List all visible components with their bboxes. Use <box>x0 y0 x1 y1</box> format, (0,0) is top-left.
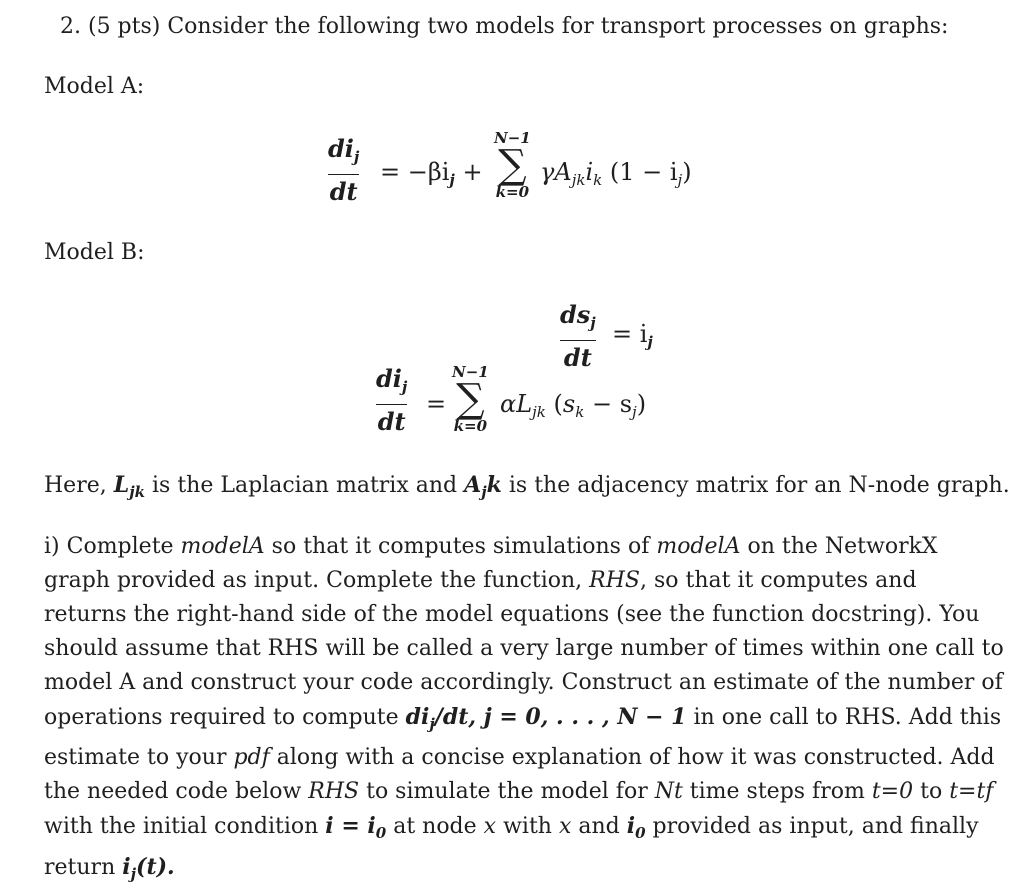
sum-symbol: ∑ <box>498 142 527 188</box>
model-a-label: Model A: <box>44 74 145 99</box>
model-b-eq2-equals: = <box>426 390 447 418</box>
model-b-eq1-rhs: = $i_j$ <box>612 320 653 351</box>
model-a-term: $\gamma A_{jk}i_k$ $(1 - i_j)$ <box>540 158 692 189</box>
definitions-line: Here, $L_{jk}$ is the Laplacian matrix and $A_jk$ is the adjacency matrix for an N-node graph. <box>44 472 1010 501</box>
model-b-eq1-fraction: $ds_j$ dt <box>560 300 596 372</box>
fraction-bar <box>376 404 407 405</box>
model-a-rhs-start: = $-\beta i_j$ + <box>380 158 483 189</box>
model-b-label: Model B: <box>44 240 145 265</box>
model-a-fraction <box>328 134 359 207</box>
sum-upper-limit: N−1 <box>452 363 489 381</box>
sum-lower-limit: k=0 <box>495 183 530 201</box>
sum-symbol: ∑ <box>456 376 485 422</box>
fraction-bar <box>560 340 596 341</box>
question-header: 2. (5 pts) Consider the following two models for transport processes on graphs: <box>60 14 949 39</box>
sum-upper-limit: N−1 <box>494 129 531 147</box>
fraction-bar <box>328 174 359 175</box>
model-b-summation <box>452 364 489 434</box>
model-a-numerator: $di_j$ <box>328 134 360 166</box>
model-b-eq2-term: $\alpha L_{jk}$ $(s_k - s_j)$ <box>500 390 647 421</box>
part-i-paragraph: i) Complete modelA so that it computes simulations of modelA on the NetworkX graph provided as input. Complete the function, RHS, so that it computes and returns the right-hand side of the model equations (see the function docstring). You should assume that RHS will be called a very large number of times within one call to model A and construct your code accordingly. Construct an estimate of the number of operations required to compute $di_j/dt$, j = 0, . . . , N − 1 in one call to RHS. Add this estimate to your pdf along with a concise explanation of how it was constructed. Add the needed code below RHS to simulate the model for Nt time steps from t=0 to t=tf with the initial condition $i = i_0$ at node x with x and $i_0$ provided as input, and finally return $i_j(t)$. <box>44 534 1004 883</box>
model-a-denominator: dt <box>329 177 358 206</box>
sum-lower-limit: k=0 <box>453 417 488 435</box>
model-a-summation <box>494 130 531 200</box>
model-b-eq2-fraction: $di_j$ dt <box>376 364 408 436</box>
